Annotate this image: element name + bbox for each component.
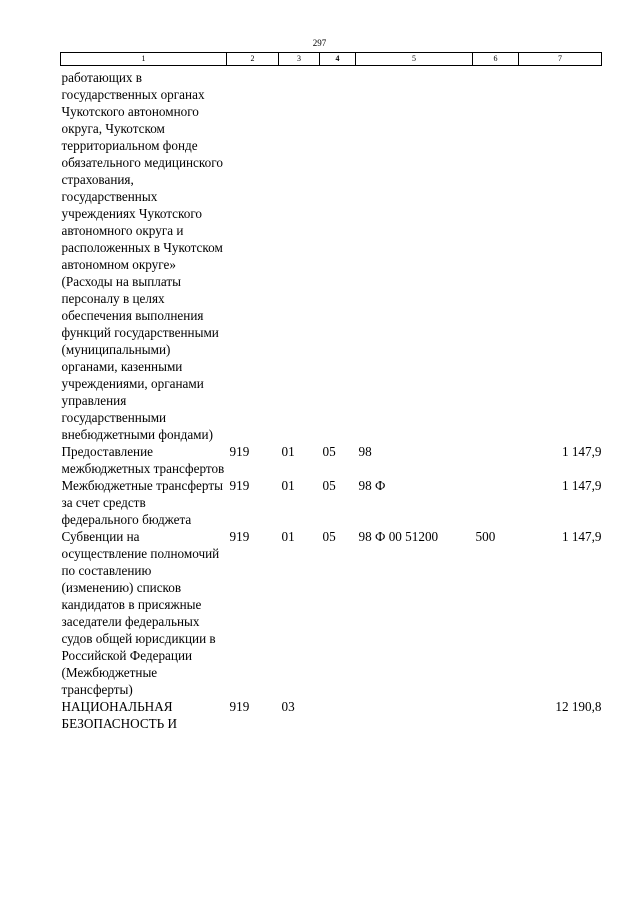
header-row [61, 53, 602, 66]
row-target-article: 98 Ф 00 51200 [358, 529, 439, 544]
table-row [61, 477, 602, 528]
table-row [61, 443, 602, 477]
row-expense-type: 500 [475, 529, 496, 544]
row-target-article: 98 [358, 444, 372, 459]
header-cell-4: 4 [320, 53, 356, 66]
header-cell-7: 7 [519, 53, 602, 66]
header-cell-6: 6 [473, 53, 519, 66]
page-number: 297 [312, 38, 327, 48]
row-subsection [320, 66, 356, 444]
header-cell-5: 5 [356, 53, 473, 66]
row-section: 01 [281, 478, 295, 493]
row-section: 01 [281, 444, 295, 459]
row-expense-type [473, 698, 519, 732]
row-grbs: 919 [229, 444, 250, 459]
row-grbs: 919 [229, 529, 250, 544]
header-cell-2: 2 [227, 53, 279, 66]
row-amount: 1 147,9 [561, 529, 602, 544]
row-expense-type [473, 477, 519, 528]
row-name: Субвенции на осуществление полномочий по составлению (изменению) списков кандидатов в присяжные заседатели федеральных судов общей юрисдикции в Российской Федерации (Межбюджетные трансферты) [61, 529, 220, 697]
row-expense-type [473, 443, 519, 477]
budget-table [60, 52, 602, 732]
row-subsection [320, 698, 356, 732]
row-subsection: 05 [322, 529, 336, 544]
row-grbs: 919 [229, 478, 250, 493]
row-expense-type [473, 66, 519, 444]
row-amount [519, 66, 602, 444]
row-section: 01 [281, 529, 295, 544]
row-subsection: 05 [322, 478, 336, 493]
row-name: НАЦИОНАЛЬНАЯ БЕЗОПАСНОСТЬ И [61, 699, 178, 731]
row-name: Межбюджетные трансферты за счет средств федерального бюджета [61, 478, 223, 527]
header-cell-3: 3 [279, 53, 320, 66]
row-section [279, 66, 320, 444]
row-grbs: 919 [229, 699, 250, 714]
table-row [61, 66, 602, 444]
table-row [61, 698, 602, 732]
row-name: работающих в государственных органах Чукотского автономного округа, Чукотском территориальном фонде обязательного медицинского страхования, государственных учреждениях Чукотского автономного округа и расположенных в Чукотском автономном округе» (Расходы на выплаты персоналу в целях обеспечения выполнения функций государственными (муниципальными) органами, казенными учреждениями, органами управления государственными внебюджетными фондами) [61, 70, 223, 442]
row-target-article [356, 66, 473, 444]
row-grbs [227, 66, 279, 444]
header-cell-1: 1 [61, 53, 227, 66]
table-body [61, 66, 602, 733]
table-header [61, 53, 602, 66]
row-name: Предоставление межбюджетных трансфертов [61, 444, 225, 476]
row-section: 03 [281, 699, 295, 714]
row-amount: 1 147,9 [561, 478, 602, 493]
row-target-article: 98 Ф [358, 478, 386, 493]
row-subsection: 05 [322, 444, 336, 459]
row-amount: 1 147,9 [561, 444, 602, 459]
row-amount: 12 190,8 [555, 699, 602, 714]
table-row [61, 528, 602, 698]
row-target-article [356, 698, 473, 732]
